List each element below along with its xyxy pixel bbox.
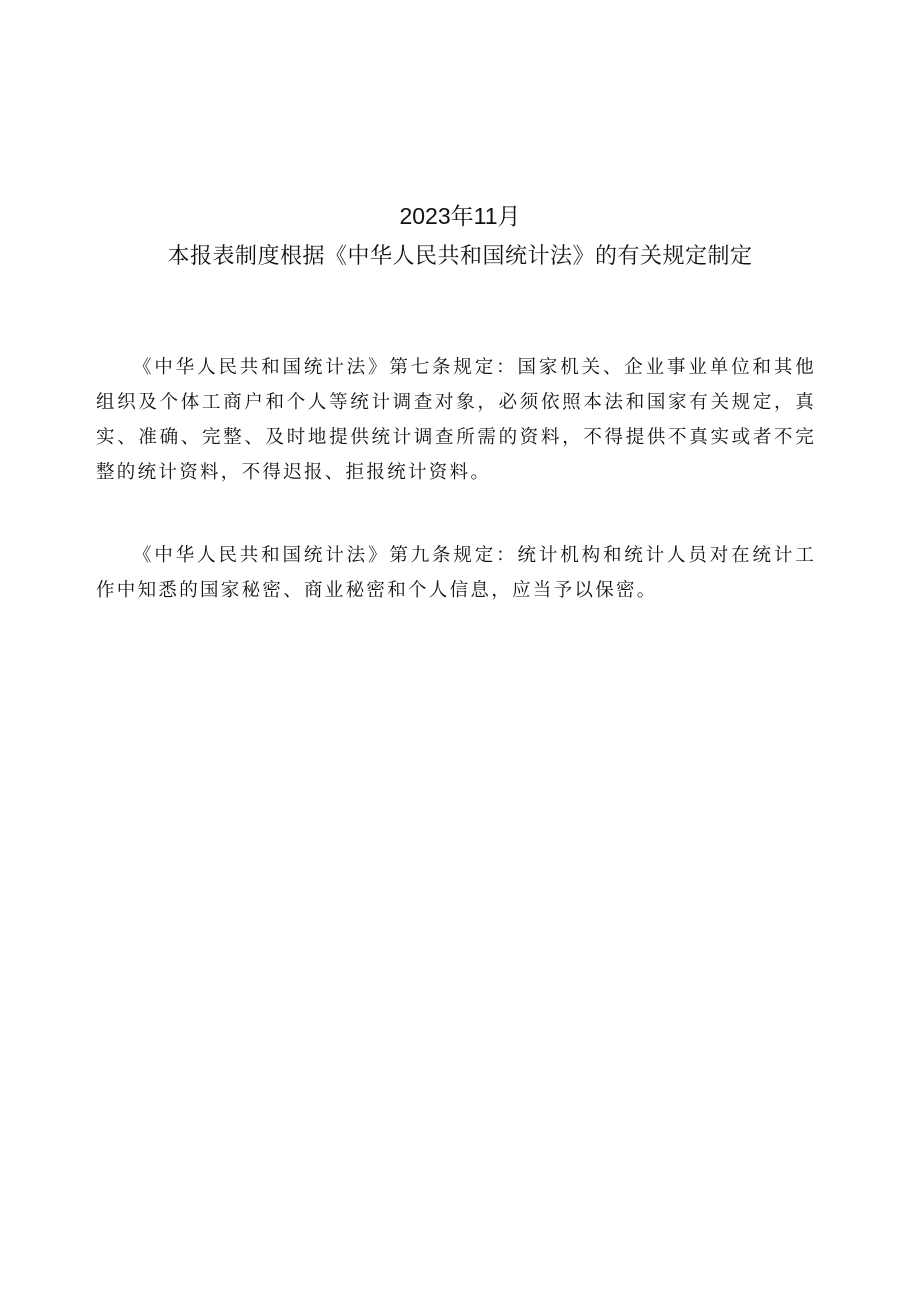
statistics-law-article-9-paragraph: 《中华人民共和国统计法》第九条规定：统计机构和统计人员对在统计工作中知悉的国家秘密、商业秘密和个人信息，应当予以保密。 [96, 545, 816, 601]
legal-basis-statement: 本报表制度根据《中华人民共和国统计法》的有关规定制定 [167, 244, 753, 269]
statistics-law-article-7-paragraph: 《中华人民共和国统计法》第七条规定：国家机关、企业事业单位和其他组织及个体工商户和个人等统计调查对象，必须依照本法和国家有关规定，真实、准确、完整、及时地提供统计调查所需的资料，不得提供不真实或者不完整的统计资料，不得迟报、拒报统计资料。 [96, 357, 816, 483]
document-date: 2023年11月 [399, 203, 521, 229]
